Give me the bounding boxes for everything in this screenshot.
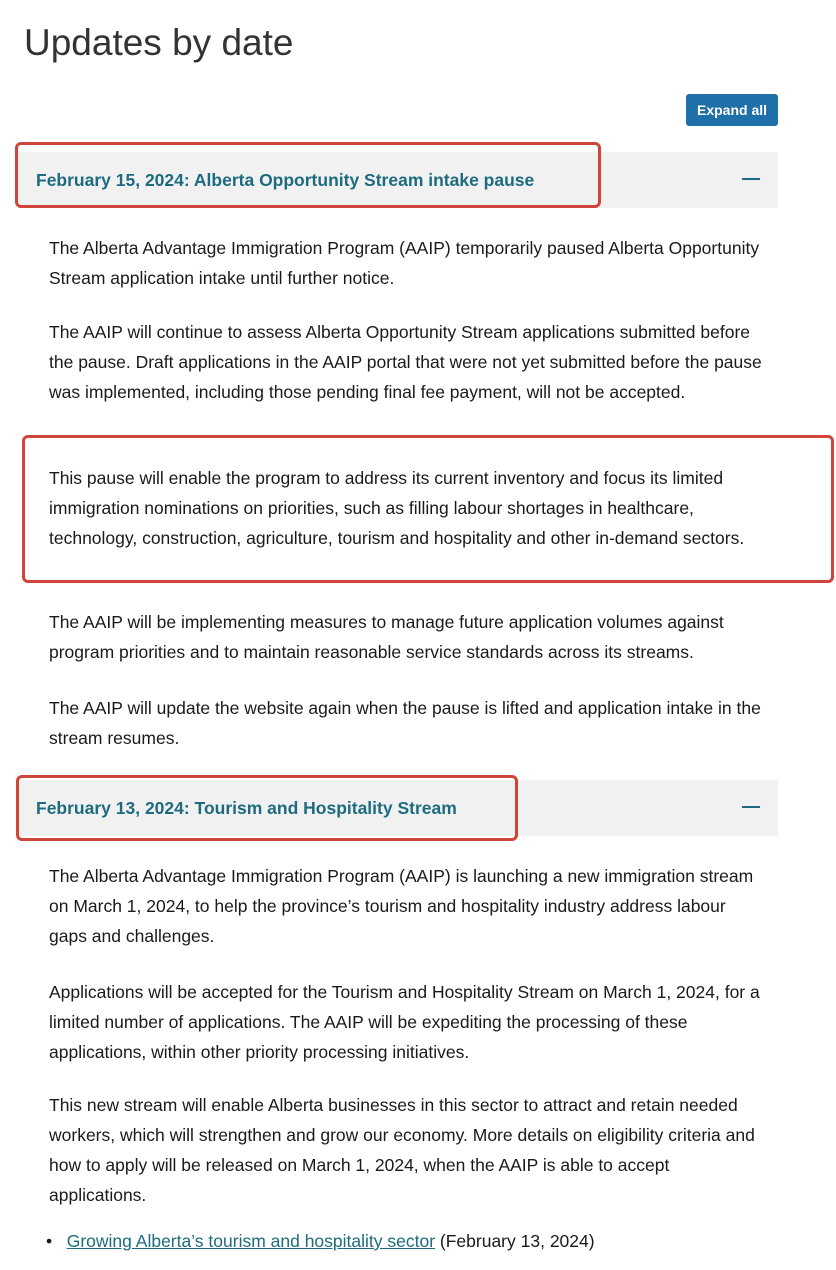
- accordion-header-feb13[interactable]: [18, 780, 778, 836]
- collapse-minus-icon[interactable]: [742, 178, 760, 180]
- paragraph: The AAIP will update the website again when the pause is lifted and application intake in the stream resumes.: [49, 698, 761, 748]
- accordion-title: February 15, 2024: Alberta Opportunity Stream intake pause: [36, 170, 535, 190]
- paragraph: The AAIP will continue to assess Alberta Opportunity Stream applications submitted before the pause. Draft applications in the AAIP portal that were not yet submitted before the pause was implemented, including those pending final fee payment, will not be accepted.: [49, 322, 762, 402]
- collapse-minus-icon[interactable]: [742, 806, 760, 808]
- paragraph: This new stream will enable Alberta businesses in this sector to attract and retain needed workers, which will strengthen and grow our economy. More details on eligibility criteria and how to apply will be released on March 1, 2024, when the AAIP is able to accept applications.: [49, 1095, 755, 1205]
- paragraph: Applications will be accepted for the Tourism and Hospitality Stream on March 1, 2024, for a limited number of applications. The AAIP will be expediting the processing of these applications, within other priority processing initiatives.: [49, 982, 760, 1062]
- list-item: [46, 1226, 595, 1256]
- bullet-icon: •: [46, 1231, 67, 1251]
- paragraph: The Alberta Advantage Immigration Program (AAIP) temporarily paused Alberta Opportunity Stream application intake until further notice.: [49, 238, 760, 288]
- link-date: (February 13, 2024): [435, 1231, 595, 1251]
- paragraph: The AAIP will be implementing measures to manage future application volumes against program priorities and to maintain reasonable service standards across its streams.: [49, 612, 724, 662]
- tourism-sector-link[interactable]: Growing Alberta’s tourism and hospitality sector: [66, 1231, 436, 1251]
- accordion-title: February 13, 2024: Tourism and Hospitality Stream: [36, 798, 457, 818]
- page-title: Updates by date: [24, 22, 294, 63]
- accordion-header-feb15[interactable]: [18, 152, 778, 208]
- expand-all-button[interactable]: Expand all: [686, 94, 778, 126]
- paragraph: This pause will enable the program to address its current inventory and focus its limited immigration nominations on priorities, such as filling labour shortages in healthcare, technology, construction, agriculture, tourism and hospitality and other in-demand sectors.: [49, 468, 745, 548]
- paragraph: The Alberta Advantage Immigration Program (AAIP) is launching a new immigration stream on March 1, 2024, to help the province’s tourism and hospitality industry address labour gaps and challenges.: [49, 866, 754, 946]
